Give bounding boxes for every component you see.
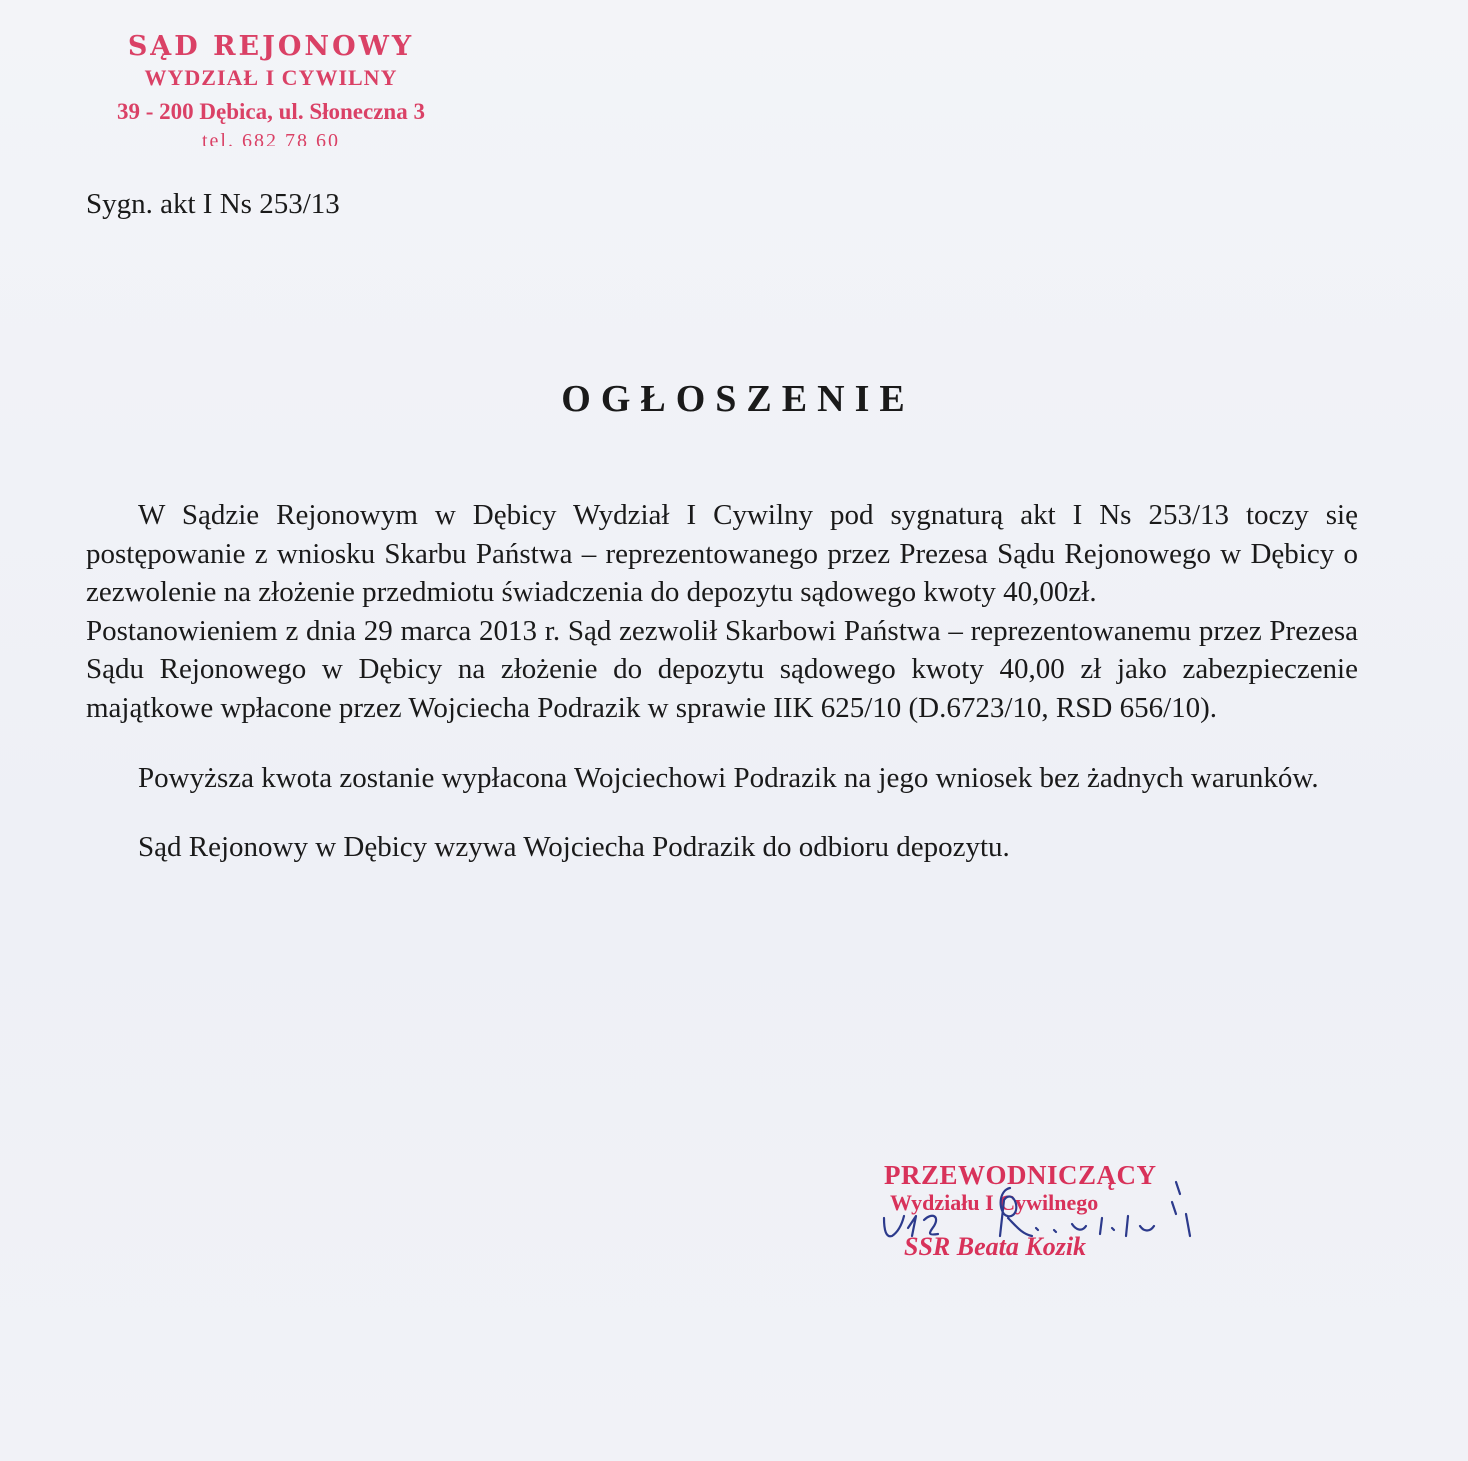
document-body: [86, 496, 1358, 866]
case-reference: Sygn. akt I Ns 253/13: [86, 188, 340, 220]
stamp-division: WYDZIAŁ I CYWILNY: [144, 65, 398, 90]
paragraph-decision: Postanowieniem z dnia 29 marca 2013 r. Sąd zezwolił Skarbowi Państwa – reprezentowanemu przez Prezesa Sądu Rejonowego w Dębicy na złożenie do depozytu sądowego kwoty 40,00 zł jako zabezpieczenie majątkowe wpłacone przez Wojciecha Podrazik w sprawie IIK 625/10 (D.6723/10, RSD 656/10).: [86, 614, 1358, 724]
paragraph-proceedings: W Sądzie Rejonowym w Dębicy Wydział I Cywilny pod sygnaturą akt I Ns 253/13 toczy się postępowanie z wniosku Skarbu Państwa – reprezentowanego przez Prezesa Sądu Rejonowego w Dębicy o zezwolenie na złożenie przedmiotu świadczenia do depozytu sądowego kwoty 40,00zł.: [86, 499, 1358, 608]
paragraph-payout: Powyższa kwota zostanie wypłacona Wojciechowi Podrazik na jego wniosek bez żadnych warunków.: [138, 762, 1319, 794]
signature-title: PRZEWODNICZĄCY: [884, 1160, 1157, 1190]
document-title: OGŁOSZENIE: [561, 378, 915, 420]
signature-division: Wydziału I Cywilnego: [890, 1190, 1099, 1215]
paragraph-summons: Sąd Rejonowy w Dębicy wzywa Wojciecha Podrazik do odbioru depozytu.: [138, 830, 1010, 863]
stamp-court-name: SĄD REJONOWY: [127, 31, 415, 62]
stamp-address: 39 - 200 Dębica, ul. Słoneczna 3: [117, 99, 425, 124]
signature-judge-name: SSR Beata Kozik: [904, 1232, 1087, 1261]
stamp-phone: tel. 682 78 60: [202, 130, 340, 146]
handwritten-signature: [876, 1170, 1216, 1260]
court-stamp: [86, 30, 456, 146]
